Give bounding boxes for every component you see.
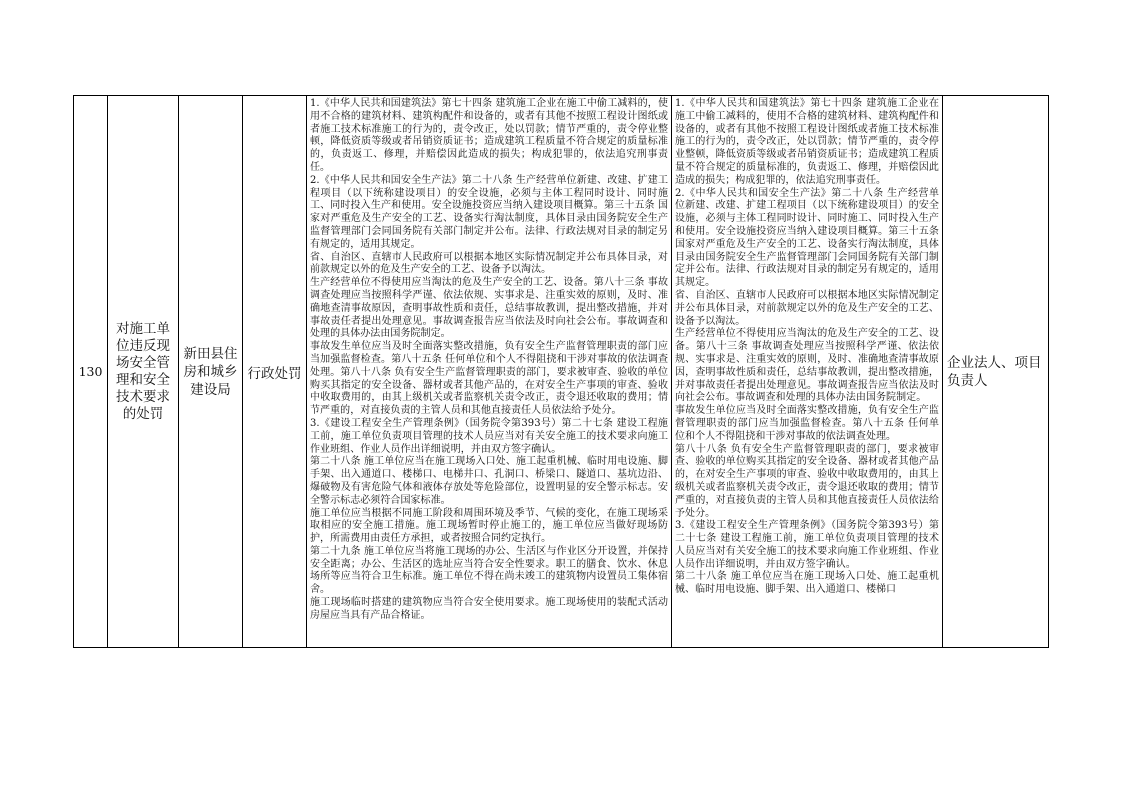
- basis-paragraph: 第二十八条 施工单位应当在施工现场入口处、施工起重机械、临时用电设施、脚手架、出入通道口、楼梯口: [675, 571, 939, 596]
- basis-paragraph: 第二十九条 施工单位应当将施工现场的办公、生活区与作业区分开设置，并保持安全距离；办公、生活区的选址应当符合安全性要求。职工的膳食、饮水、休息场所等应当符合卫生标准。施工单位不得在尚未竣工的建筑物内设置员工集体宿舍。: [310, 545, 668, 596]
- basis-paragraph: 事故发生单位应当及时全面落实整改措施，负有安全生产监督管理职责的部门应当加强监督检查。第八十五条 任何单位和个人不得阻挠和干涉对事故的依法调查处理。第八十八条 负有安全生产监督管理职责的部门，要求被审查、验收的单位购买其指定的安全设备、器材或者其他产品的，在对安全生产事项的审查、验收中收取费用的，由其上级机关或者监察机关责令改正，责令退还收取的费用；情节严重的，对直接负责的主管人员和其他直接责任人员依法给予处分。: [310, 341, 668, 417]
- basis-paragraph: 生产经营单位不得使用应当淘汰的危及生产安全的工艺、设备。第八十三条 事故调查处理应当按照科学严谨、依法依规、实事求是、注重实效的原则，及时、准确地查清事故原因，查明事故性质和责任，总结事故教训，提出整改措施，并对事故责任者提出处理意见。事故调查报告应当依法及时向社会公布。事故调查和处理的具体办法由国务院制定。: [310, 277, 668, 340]
- basis-paragraph: 第八十八条 负有安全生产监督管理职责的部门，要求被审查、验收的单位购买其指定的安全设备、器材或者其他产品的，在对安全生产事项的审查、验收中收取费用的，由其上级机关或者监察机关责令改正，责令退还收取的费用；情节严重的，对直接负责的主管人员和其他直接责任人员依法给予处分。: [675, 443, 939, 519]
- basis-paragraph: 2.《中华人民共和国安全生产法》第二十八条 生产经营单位新建、改建、扩建工程项目（以下统称建设项目）的安全设施，必须与主体工程同时设计、同时施工、同时投入生产和使用。安全设施投资应当纳入建设项目概算。第三十五条 国家对严重危及生产安全的工艺、设备实行淘汰制度，具体目录由国务院安全生产监督管理部门会同国务院有关部门制定并公布。法律、行政法规对目录的制定另有规定的，适用其规定。: [675, 187, 939, 289]
- basis-paragraph: 1.《中华人民共和国建筑法》第七十四条 建筑施工企业在施工中偷工减料的，使用不合格的建筑材料、建筑构配件和设备的，或者有其他不按照工程设计图纸或者施工技术标准施工的行为的，责令改正，处以罚款；情节严重的，责令停业整顿，降低资质等级或者吊销资质证书；造成建筑工程质量不符合规定的质量标准的，负责返工、修理，并赔偿因此造成的损失；构成犯罪的，依法追究刑事责任。: [675, 98, 939, 186]
- basis-paragraph: 施工单位应当根据不同施工阶段和周围环境及季节、气候的变化，在施工现场采取相应的安全施工措施。施工现场暂时停止施工的，施工单位应当做好现场防护，所需费用由责任方承担，或者按照合同约定执行。: [310, 507, 668, 545]
- basis-paragraph: 3.《建设工程安全生产管理条例》（国务院令第393号）第二十七条 建设工程施工前，施工单位负责项目管理的技术人员应当对有关安全施工的技术要求向施工作业班组、作业人员作出详细说明，并由双方签字确认。: [675, 520, 939, 570]
- basis-paragraph: 省、自治区、直辖市人民政府可以根据本地区实际情况制定并公布具体目录，对前款规定以外的危及生产安全的工艺、设备予以淘汰。: [675, 289, 939, 327]
- action-type: 行政处罚: [243, 96, 307, 648]
- penalty-table: [73, 95, 1049, 648]
- legal-basis-text: [307, 96, 671, 647]
- row-number: 130: [74, 96, 108, 648]
- basis-paragraph: 2.《中华人民共和国安全生产法》第二十八条 生产经营单位新建、改建、扩建工程项目（以下统称建设项目）的安全设施，必须与主体工程同时设计、同时施工、同时投入生产和使用。安全设施投资应当纳入建设项目概算。第三十五条 国家对严重危及生产安全的工艺、设备实行淘汰制度，具体目录由国务院安全生产监督管理部门会同国务院有关部门制定并公布。法律、行政法规对目录的制定另有规定的，适用其规定。: [310, 174, 668, 250]
- department-name: 新田县住房和城乡建设局: [179, 96, 243, 648]
- penalty-basis-text: [672, 96, 942, 647]
- penalty-basis-cell: [672, 96, 943, 648]
- table-row: [74, 96, 1049, 648]
- basis-paragraph: 省、自治区、直辖市人民政府可以根据本地区实际情况制定并公布具体目录，对前款规定以外的危及生产安全的工艺、设备予以淘汰。: [310, 251, 668, 276]
- basis-paragraph: 生产经营单位不得使用应当淘汰的危及生产安全的工艺、设备。第八十三条 事故调查处理应当按照科学严谨、依法依规、实事求是、注重实效的原则，及时、准确地查清事故原因，查明事故性质和责任，总结事故教训，提出整改措施，并对事故责任者提出处理意见。事故调查报告应当依法及时向社会公布。事故调查和处理的具体办法由国务院制定。: [675, 328, 939, 404]
- responsible-subject: 企业法人、项目负责人: [943, 96, 1049, 648]
- legal-basis-cell: [307, 96, 672, 648]
- basis-paragraph: 第二十八条 施工单位应当在施工现场入口处、施工起重机械、临时用电设施、脚手架、出入通道口、楼梯口、电梯井口、孔洞口、桥梁口、隧道口、基坑边沿、爆破物及有害危险气体和液体存放处等危险部位，设置明显的安全警示标志。安全警示标志必须符合国家标准。: [310, 456, 668, 506]
- item-name: 对施工单位违反现场安全管理和安全技术要求的处罚: [108, 96, 179, 648]
- basis-paragraph: 3.《建设工程安全生产管理条例》（国务院令第393号）第二十七条 建设工程施工前，施工单位负责项目管理的技术人员应当对有关安全施工的技术要求向施工作业班组、作业人员作出详细说明，并由双方签字确认。: [310, 417, 668, 455]
- basis-paragraph: 1.《中华人民共和国建筑法》第七十四条 建筑施工企业在施工中偷工减料的，使用不合格的建筑材料、建筑构配件和设备的，或者有其他不按照工程设计图纸或者施工技术标准施工的行为的，责令改正，处以罚款；情节严重的，责令停业整顿，降低资质等级或者吊销资质证书；造成建筑工程质量不符合规定的质量标准的，负责返工、修理，并赔偿因此造成的损失；构成犯罪的，依法追究刑事责任。: [310, 98, 668, 173]
- basis-paragraph: 施工现场临时搭建的建筑物应当符合安全使用要求。施工现场使用的装配式活动房屋应当具有产品合格证。: [310, 597, 668, 621]
- basis-paragraph: 事故发生单位应当及时全面落实整改措施，负有安全生产监督管理职责的部门应当加强监督检查。第八十五条 任何单位和个人不得阻挠和干涉对事故的依法调查处理。: [675, 405, 939, 442]
